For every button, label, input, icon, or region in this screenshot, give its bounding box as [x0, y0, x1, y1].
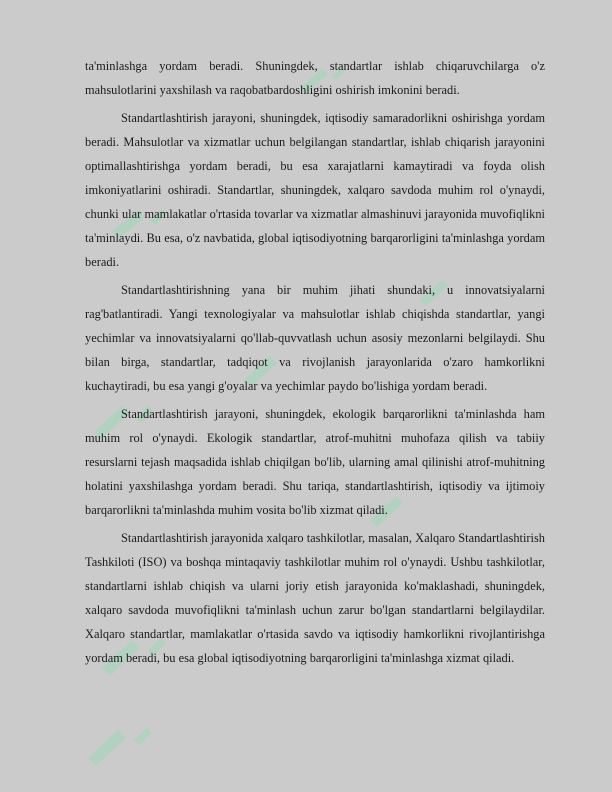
paragraph-economic-efficiency: Standartlashtirish jarayoni, shuningdek, iqtisodiy samaradorlikni oshirishga yordam beradi. Mahsulotlar va xizmatlar uchun belgilangan standartlar, ishlab chiqarish jarayonini optimallashtirishga yordam beradi, bu esa xarajatlarni kamaytiradi va foyda olish imkoniyatlarini oshiradi. Standartlar, shuningdek, xalqaro savdoda muhim rol o'ynaydi, chunki ular mamlakatlar o'rtasida tovarlar va xizmatlar almashinuvi jarayonida muvofiqlikni ta'minlaydi. Bu esa, o'z navbatida, global iqtisodiyotning barqarorligini ta'minlashga yordam beradi. — [85, 111, 545, 269]
paragraph-continuation: ta'minlashga yordam beradi. Shuningdek, standartlar ishlab chiqaruvchilarga o'z mahsulotlarini yaxshilash va raqobatbardoshligini oshirish imkonini beradi. — [85, 59, 545, 97]
watermark-mark-5 — [88, 728, 152, 766]
paragraph-international-organizations: Standartlashtirish jarayonida xalqaro tashkilotlar, masalan, Xalqaro Standartlashtirish Tashkiloti (ISO) va boshqa mintaqaviy tashkilotlar muhim rol o'ynaydi. Ushbu tashkilotlar, standartlarni ishlab chiqish va ularni joriy etish jarayonida ko'maklashadi, shuningdek, xalqaro savdoda muvofiqlikni ta'minlash uchun zarur bo'lgan standartlarni belgilaydilar. Xalqaro standartlar, mamlakatlar o'rtasida savdo va iqtisodiy hamkorlikni rivojlantirishga yordam beradi, bu esa global iqtisodiyotning barqarorligini ta'minlashga xizmat qiladi. — [85, 531, 545, 665]
paragraph-ecological-sustainability: Standartlashtirish jarayoni, shuningdek, ekologik barqarorlikni ta'minlashda ham muhim rol o'ynaydi. Ekologik standartlar, atrof-muhitni muhofaza qilish va tabiiy resurslarni tejash maqsadida ishlab chiqilgan bo'lib, ularning amal qilinishi atrof-muhitning holatini yaxshilashga yordam beradi. Shu tariqa, standartlashtirish, iqtisodiy va ijtimoiy barqarorlikni ta'minlashda muhim vosita bo'lib xizmat qiladi. — [85, 407, 545, 517]
paragraph-innovation: Standartlashtirishning yana bir muhim jihati shundaki, u innovatsiyalarni rag'batlantiradi. Yangi texnologiyalar va mahsulotlar ishlab chiqishda standartlar, yangi yechimlar va innovatsiyalarni qo'llab-quvvatlash uchun asosiy mezonlarni belgilaydi. Shu bilan birga, standartlar, tadqiqot va rivojlanish jarayonlarida o'zaro hamkorlikni kuchaytiradi, bu esa yangi g'oyalar va yechimlar paydo bo'lishiga yordam beradi. — [85, 283, 545, 393]
document-body — [85, 54, 545, 674]
